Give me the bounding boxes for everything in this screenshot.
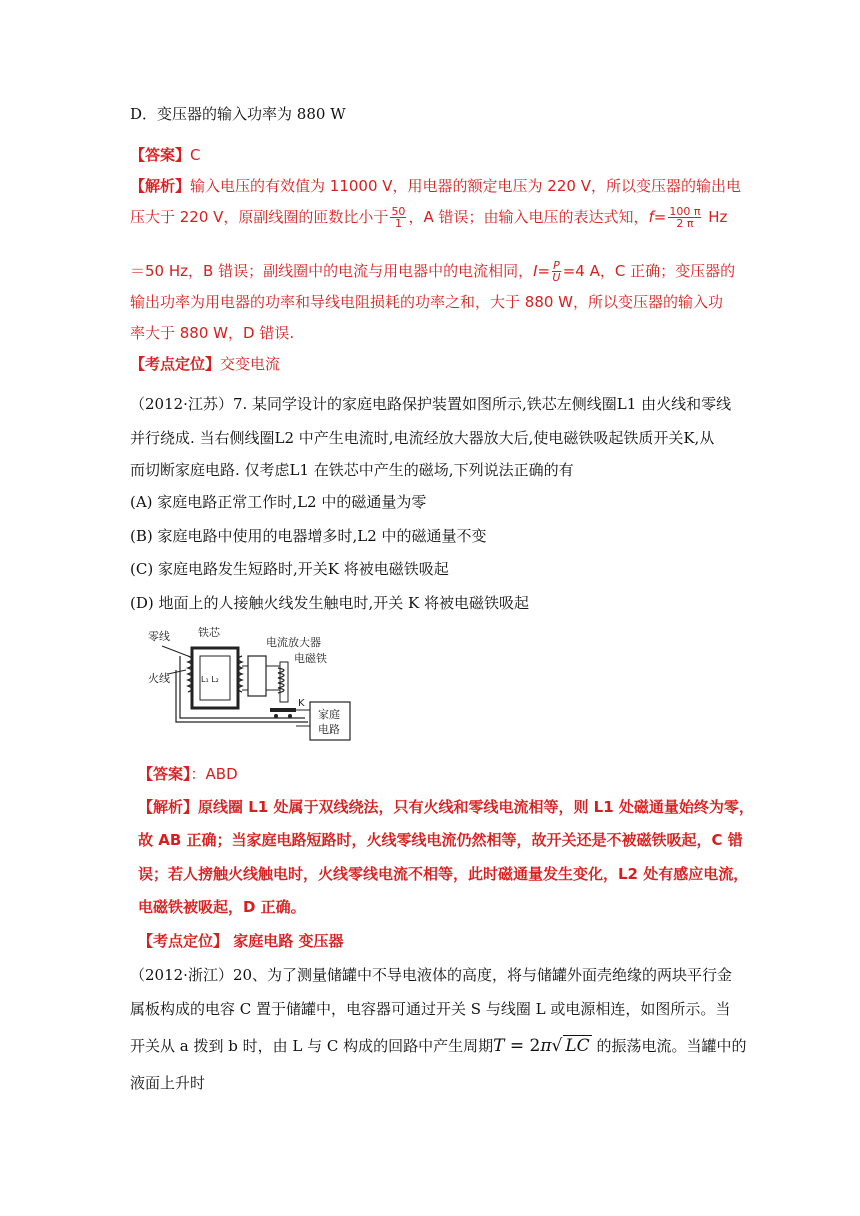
label-home-2: 电路 <box>318 723 340 736</box>
analysis-text: 输入电压的有效值为 11000 V，用电器的额定电压为 220 V，所以变压器的输出电 <box>190 177 741 195</box>
fraction-numerator: P <box>553 259 560 272</box>
analysis-text: 原线圈 L1 处属于双线绕法，只有火线和零线电流相等，则 L1 处磁通量始终为零， <box>198 798 754 816</box>
pi-symbol: π <box>540 1036 552 1056</box>
label-fire-line: 火线 <box>148 672 170 685</box>
analysis-line-1 <box>130 175 741 196</box>
switch-contact-right <box>288 714 292 718</box>
question-3-line-3 <box>130 1035 746 1056</box>
fraction-denominator: 1 <box>394 217 402 230</box>
answer-tag: 【答案】 <box>138 765 191 783</box>
label-home-1: 家庭 <box>318 708 340 721</box>
unit-text: Hz <box>703 208 728 226</box>
knowledge-point-value: 家庭电路 变压器 <box>228 932 344 950</box>
option-d: (D) 地面上的人接触火线发生触电时,开关 K 将被电磁铁吸起 <box>130 594 530 612</box>
circuit-figure <box>140 626 376 746</box>
fraction-denominator: 2 π <box>676 217 694 230</box>
question-3-line-2: 属板构成的电容 C 置于储罐中，电容器可通过开关 S 与线圈 L 或电源相连，如图所示。当 <box>130 1000 731 1018</box>
analysis-2-line-2: 故 AB 正确；当家庭电路短路时，火线零线电流仍然相等，故开关还是不被磁铁吸起，C 错 <box>138 831 743 849</box>
analysis-tag: 【解析】 <box>138 798 199 816</box>
equals-sign: = <box>537 262 551 280</box>
knowledge-point-value: 交变电流 <box>220 355 281 373</box>
answer-value: ：ABD <box>190 765 238 783</box>
label-l1-l2: L₁ L₂ <box>201 675 219 684</box>
question-3-line-4: 液面上升时 <box>130 1074 206 1092</box>
question-2-line-2: 并行绕成. 当右侧线圈L2 中产生电流时,电流经放大器放大后,使电磁铁吸起铁质开关K,从 <box>130 429 715 447</box>
analysis-line-5: 率大于 880 W，D 错误. <box>130 324 295 342</box>
analysis-text: 压大于 220 V，原副线圈的匝数比小于 <box>130 208 389 226</box>
question-3-line-1: （2012·浙江）20、为了测量储罐中不导电液体的高度，将与储罐外面壳绝缘的两块平行金 <box>130 966 733 984</box>
fraction-frequency <box>668 206 701 229</box>
frequency-symbol: f <box>648 208 654 226</box>
analysis-text: =4 A，C 正确；变压器的 <box>562 262 736 280</box>
answer-value: C <box>190 146 201 164</box>
knowledge-point-line <box>130 353 280 374</box>
question-text: 的振荡电流。当罐中的 <box>591 1037 747 1055</box>
option-b: (B) 家庭电路中使用的电器增多时,L2 中的磁通量不变 <box>130 527 487 545</box>
label-iron-core: 铁芯 <box>198 626 220 639</box>
analysis-tag: 【解析】 <box>130 177 191 195</box>
analysis-line-2 <box>130 206 727 229</box>
period-symbol: T <box>493 1036 505 1056</box>
fraction-numerator: 100 π <box>669 205 701 218</box>
label-zero-line: 零线 <box>148 630 170 643</box>
answer-line <box>130 144 201 165</box>
analysis-2-line-3: 误；若人搒触火线触电时，火线零线电流不相等，此时磁通量发生变化，L2 处有感应电流， <box>138 865 749 883</box>
answer-line-2 <box>138 763 238 784</box>
question-2-line-1: （2012·江苏）7. 某同学设计的家庭电路保护装置如图所示,铁芯左侧线圈L1 由火线和零线 <box>130 395 732 413</box>
switch-contact-left <box>274 714 278 718</box>
current-amplifier <box>248 656 266 696</box>
analysis-text: ，A 错误；由输入电压的表达式知， <box>408 208 649 226</box>
fraction-numerator: 50 <box>391 205 406 218</box>
sqrt-icon: √ <box>551 1036 563 1056</box>
question-text: 开关从 a 拨到 b 时，由 L 与 C 构成的回路中产生周期 <box>130 1037 494 1055</box>
answer-tag: 【答案】 <box>130 146 191 164</box>
analysis-line-3 <box>130 260 735 283</box>
option-a: (A) 家庭电路正常工作时,L2 中的磁通量为零 <box>130 493 427 511</box>
switch-k <box>270 708 296 712</box>
label-amplifier: 电流放大器 <box>266 636 321 649</box>
analysis-line-4: 输出功率为用电器的功率和导线电阻损耗的功率之和，大于 880 W，所以变压器的输入功 <box>130 293 724 311</box>
zero-wire <box>162 646 188 656</box>
option-c: (C) 家庭电路发生短路时,开关K 将被电磁铁吸起 <box>130 560 449 578</box>
current-symbol: I <box>533 262 538 280</box>
analysis-2-line-4: 电磁铁被吸起，D 正确。 <box>138 898 306 916</box>
fraction-power <box>552 260 561 283</box>
label-k: K <box>298 698 305 709</box>
knowledge-point-tag: 【考点定位】 <box>138 932 229 950</box>
analysis-text: ＝50 Hz，B 错误；副线圈中的电流与用电器中的电流相同， <box>130 262 534 280</box>
option-d-text: D．变压器的输入功率为 880 W <box>130 105 346 123</box>
knowledge-point-line-2 <box>138 930 343 951</box>
knowledge-point-tag: 【考点定位】 <box>130 355 221 373</box>
label-electromagnet: 电磁铁 <box>294 652 327 665</box>
equation-part: = 2 <box>504 1036 541 1056</box>
equals-sign: = <box>653 208 667 226</box>
fire-wire <box>168 670 186 674</box>
fraction-denominator: U <box>552 271 561 284</box>
analysis-2-line-1 <box>138 796 754 817</box>
sqrt-content: LC <box>565 1036 590 1056</box>
fraction-turns <box>390 206 406 229</box>
question-2-line-3: 而切断家庭电路. 仅考虑L1 在铁芯中产生的磁场,下列说法正确的有 <box>130 461 574 479</box>
